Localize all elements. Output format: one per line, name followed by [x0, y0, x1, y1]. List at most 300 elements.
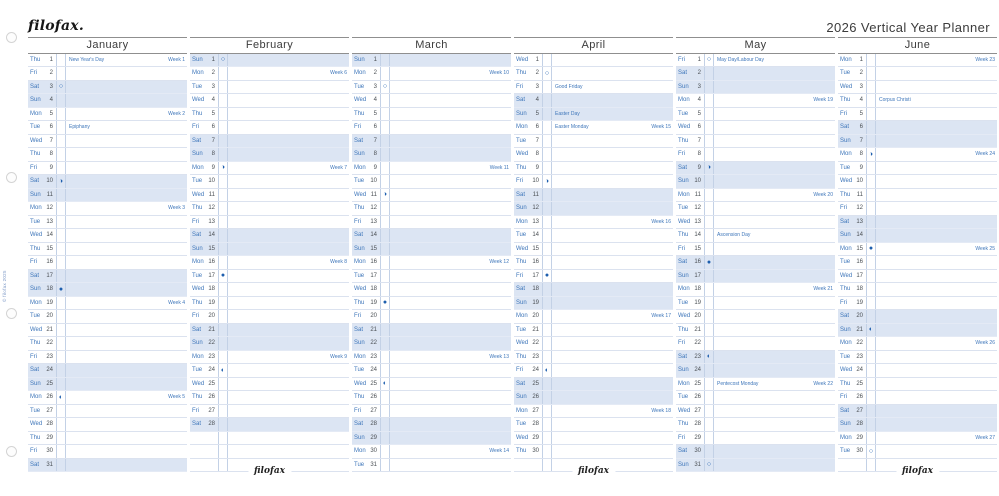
day-number: 29 — [370, 434, 377, 441]
day-name: Tue — [192, 367, 203, 374]
moon-cell — [56, 378, 66, 391]
day-row — [352, 459, 511, 473]
day-row — [676, 459, 835, 473]
moon-cell — [542, 391, 552, 404]
day-number: 23 — [46, 353, 53, 360]
day-row — [676, 391, 835, 405]
day-name: Sun — [192, 340, 203, 347]
day-row — [838, 337, 997, 351]
notes-area — [876, 135, 997, 148]
day-number: 25 — [208, 380, 215, 387]
moon-full-icon: ○ — [704, 459, 714, 472]
notes-area — [390, 243, 511, 256]
day-row — [514, 445, 673, 459]
day-row — [190, 67, 349, 81]
notes-area — [66, 337, 187, 350]
day-name: Mon — [516, 407, 528, 414]
day-row — [838, 432, 997, 446]
day-row — [352, 337, 511, 351]
notes-area — [552, 175, 673, 188]
moon-cell — [56, 270, 66, 283]
day-number: 16 — [856, 259, 863, 266]
day-name: Fri — [192, 407, 199, 414]
notes-area — [714, 445, 835, 458]
day-name: Tue — [516, 232, 527, 239]
notes-area — [228, 243, 349, 256]
day-number: 1 — [49, 56, 53, 63]
moon-cell — [866, 67, 876, 80]
day-name: Thu — [30, 340, 41, 347]
holiday-label: New Year's Day — [69, 56, 105, 63]
day-number: 23 — [532, 353, 539, 360]
day-number: 6 — [535, 124, 539, 131]
day-number: 24 — [694, 367, 701, 374]
day-name: Wed — [192, 97, 205, 104]
day-row — [190, 418, 349, 432]
notes-area — [552, 54, 673, 67]
notes-area — [390, 175, 511, 188]
day-row — [28, 324, 187, 338]
day-name: Sat — [516, 191, 526, 198]
day-number: 11 — [856, 191, 863, 198]
day-name: Fri — [30, 353, 37, 360]
day-row — [352, 297, 511, 311]
day-number: 13 — [370, 218, 377, 225]
day-name: Wed — [192, 191, 205, 198]
moon-cell — [542, 256, 552, 269]
notes-area — [390, 445, 511, 458]
day-row — [838, 310, 997, 324]
day-number: 22 — [370, 340, 377, 347]
day-row — [838, 297, 997, 311]
notes-area — [228, 364, 349, 377]
moon-new-icon: ● — [866, 243, 876, 256]
day-name: Sun — [678, 83, 689, 90]
day-row — [514, 162, 673, 176]
day-number: 14 — [856, 232, 863, 239]
day-row — [838, 135, 997, 149]
day-row — [28, 148, 187, 162]
notes-area — [390, 121, 511, 134]
day-name: Sun — [516, 394, 527, 401]
moon-cell — [542, 324, 552, 337]
day-row — [190, 54, 349, 68]
moon-cell — [704, 378, 714, 391]
day-row — [676, 202, 835, 216]
day-name: Fri — [30, 70, 37, 77]
notes-area — [228, 351, 349, 364]
notes-area — [714, 81, 835, 94]
day-name: Thu — [516, 70, 527, 77]
day-name: Thu — [840, 191, 851, 198]
notes-area — [390, 148, 511, 161]
day-number: 5 — [373, 110, 377, 117]
week-number: Week 12 — [489, 259, 509, 266]
day-name: Mon — [354, 353, 366, 360]
day-name: Tue — [192, 178, 203, 185]
day-number: 31 — [46, 461, 53, 468]
day-name: Sat — [678, 164, 688, 171]
day-name: Tue — [30, 218, 41, 225]
notes-area — [714, 175, 835, 188]
moon-cell — [866, 283, 876, 296]
notes-area — [714, 135, 835, 148]
copyright-side-text: © filofax 2025 — [2, 270, 7, 302]
day-number: 22 — [694, 340, 701, 347]
day-name: Mon — [30, 110, 42, 117]
moon-cell — [866, 121, 876, 134]
binder-hole — [6, 446, 17, 457]
day-row — [838, 148, 997, 162]
day-name: Mon — [678, 380, 690, 387]
day-row — [838, 364, 997, 378]
notes-area — [714, 297, 835, 310]
day-name: Wed — [30, 326, 43, 333]
moon-cell — [704, 67, 714, 80]
day-row — [838, 391, 997, 405]
moon-cell — [866, 189, 876, 202]
holiday-label: Good Friday — [555, 83, 583, 90]
day-name: Sat — [678, 353, 688, 360]
day-row — [514, 297, 673, 311]
moon-cell — [218, 459, 228, 472]
day-number: 9 — [211, 164, 215, 171]
day-number: 15 — [208, 245, 215, 252]
notes-area — [66, 94, 187, 107]
notes-area — [66, 378, 187, 391]
moon-cell — [218, 202, 228, 215]
moon-cell — [380, 405, 390, 418]
moon-cell — [380, 162, 390, 175]
day-name: Mon — [840, 245, 852, 252]
day-number: 2 — [697, 70, 701, 77]
moon-cell — [380, 175, 390, 188]
day-name: Sun — [678, 178, 689, 185]
day-name: Fri — [678, 245, 685, 252]
moon-cell — [542, 405, 552, 418]
notes-area — [552, 202, 673, 215]
day-row — [514, 67, 673, 81]
day-row — [190, 270, 349, 284]
day-row — [352, 351, 511, 365]
day-row — [838, 243, 997, 257]
day-row — [28, 337, 187, 351]
moon-cell — [542, 459, 552, 472]
day-name: Wed — [354, 191, 367, 198]
moon-cell — [704, 189, 714, 202]
day-number: 16 — [370, 259, 377, 266]
day-number: 4 — [859, 97, 863, 104]
day-number: 19 — [532, 299, 539, 306]
moon-cell — [866, 297, 876, 310]
day-name: Sat — [840, 124, 850, 131]
notes-area — [390, 459, 511, 472]
moon-cell — [866, 216, 876, 229]
day-name: Wed — [678, 124, 691, 131]
day-row — [838, 351, 997, 365]
day-number: 5 — [697, 110, 701, 117]
day-number: 26 — [208, 394, 215, 401]
day-number — [854, 459, 863, 472]
day-name: Tue — [516, 326, 527, 333]
notes-area — [714, 337, 835, 350]
notes-area — [714, 162, 835, 175]
moon-first-icon: ◐ — [218, 364, 228, 377]
day-number: 11 — [46, 191, 53, 198]
notes-area — [66, 283, 187, 296]
moon-last-icon: ◑ — [866, 148, 876, 161]
day-number — [530, 459, 539, 472]
moon-cell — [380, 202, 390, 215]
day-name: Thu — [30, 434, 41, 441]
moon-cell — [380, 148, 390, 161]
moon-cell — [704, 175, 714, 188]
day-number: 14 — [694, 232, 701, 239]
notes-area — [228, 175, 349, 188]
notes-area — [552, 229, 673, 242]
day-row — [28, 202, 187, 216]
day-number: 13 — [856, 218, 863, 225]
moon-cell — [704, 324, 714, 337]
day-name: Wed — [516, 151, 529, 158]
moon-cell — [542, 216, 552, 229]
day-name: Sat — [354, 232, 364, 239]
moon-cell — [542, 148, 552, 161]
day-number: 24 — [370, 367, 377, 374]
notes-area — [228, 162, 349, 175]
day-row — [190, 135, 349, 149]
day-number: 8 — [373, 151, 377, 158]
day-row — [28, 297, 187, 311]
day-name: Fri — [354, 313, 361, 320]
notes-area — [714, 148, 835, 161]
day-row — [514, 378, 673, 392]
notes-area — [714, 216, 835, 229]
day-row — [676, 121, 835, 135]
filofax-footer-logo: filofax — [896, 466, 939, 476]
day-number: 26 — [532, 394, 539, 401]
moon-cell — [542, 337, 552, 350]
notes-area — [390, 364, 511, 377]
moon-cell — [56, 405, 66, 418]
day-number: 17 — [46, 272, 53, 279]
day-number: 22 — [208, 340, 215, 347]
notes-area — [552, 337, 673, 350]
day-row — [838, 270, 997, 284]
day-name: Sun — [354, 434, 365, 441]
day-name: Thu — [192, 394, 203, 401]
moon-cell — [218, 324, 228, 337]
day-number: 12 — [532, 205, 539, 212]
notes-area — [228, 432, 349, 445]
moon-cell — [704, 94, 714, 107]
moon-cell — [542, 378, 552, 391]
notes-area — [714, 94, 835, 107]
week-number: Week 2 — [168, 110, 185, 117]
day-number: 8 — [859, 151, 863, 158]
notes-area — [228, 108, 349, 121]
day-name: Sat — [354, 421, 364, 428]
moon-cell — [704, 270, 714, 283]
notes-area — [552, 405, 673, 418]
day-name: Fri — [840, 110, 847, 117]
notes-area — [390, 310, 511, 323]
notes-area — [66, 310, 187, 323]
notes-area — [876, 67, 997, 80]
week-number: Week 15 — [651, 124, 671, 131]
day-number: 21 — [694, 326, 701, 333]
day-number: 29 — [694, 434, 701, 441]
notes-area — [228, 202, 349, 215]
notes-area — [714, 364, 835, 377]
moon-new-icon: ● — [56, 283, 66, 296]
day-name: Wed — [30, 137, 43, 144]
binder-hole — [6, 32, 17, 43]
week-number: Week 18 — [651, 407, 671, 414]
day-row — [676, 337, 835, 351]
moon-cell — [218, 189, 228, 202]
moon-cell — [380, 270, 390, 283]
notes-area — [390, 256, 511, 269]
day-number: 24 — [208, 367, 215, 374]
notes-area — [228, 67, 349, 80]
day-name: Mon — [354, 448, 366, 455]
filofax-footer-logo: filofax — [248, 466, 291, 476]
notes-area — [552, 378, 673, 391]
day-row — [676, 364, 835, 378]
moon-cell — [866, 229, 876, 242]
moon-cell — [380, 54, 390, 67]
day-name: Sun — [192, 245, 203, 252]
notes-area — [876, 256, 997, 269]
day-number: 14 — [46, 232, 53, 239]
day-number: 7 — [373, 137, 377, 144]
day-row — [352, 229, 511, 243]
moon-cell — [542, 108, 552, 121]
day-name: Sat — [678, 70, 688, 77]
day-row — [838, 283, 997, 297]
day-name: Mon — [192, 164, 204, 171]
moon-last-icon: ◑ — [704, 162, 714, 175]
day-number: 28 — [532, 421, 539, 428]
moon-cell — [56, 135, 66, 148]
day-row — [676, 405, 835, 419]
day-name: Fri — [516, 178, 523, 185]
day-name: Sat — [678, 448, 688, 455]
day-number: 1 — [697, 56, 701, 63]
notes-area — [876, 54, 997, 67]
day-number: 7 — [211, 137, 215, 144]
moon-cell — [704, 405, 714, 418]
moon-new-icon: ● — [380, 297, 390, 310]
day-number: 9 — [373, 164, 377, 171]
day-name: Fri — [354, 407, 361, 414]
day-name: Sat — [30, 178, 40, 185]
day-row — [352, 202, 511, 216]
day-row — [676, 67, 835, 81]
day-number: 7 — [535, 137, 539, 144]
moon-cell — [704, 243, 714, 256]
moon-cell — [866, 202, 876, 215]
notes-area — [228, 324, 349, 337]
day-row — [838, 229, 997, 243]
day-number: 10 — [694, 178, 701, 185]
day-row — [676, 418, 835, 432]
day-number: 11 — [208, 191, 215, 198]
day-name: Mon — [516, 218, 528, 225]
moon-cell — [542, 229, 552, 242]
notes-area — [66, 202, 187, 215]
notes-area — [390, 432, 511, 445]
moon-cell — [866, 175, 876, 188]
day-number: 16 — [208, 259, 215, 266]
day-number: 30 — [370, 448, 377, 455]
day-name: Wed — [354, 380, 367, 387]
day-row — [676, 445, 835, 459]
week-number: Week 21 — [813, 286, 833, 293]
day-number: 30 — [856, 448, 863, 455]
moon-cell — [866, 135, 876, 148]
day-name: Sun — [354, 245, 365, 252]
day-number: 9 — [49, 164, 53, 171]
day-name: Thu — [840, 286, 851, 293]
moon-cell — [866, 270, 876, 283]
notes-area — [552, 189, 673, 202]
notes-area — [390, 337, 511, 350]
day-name: Mon — [30, 205, 42, 212]
day-row — [514, 148, 673, 162]
holiday-label: Pentecost Monday — [717, 380, 759, 387]
notes-area — [714, 121, 835, 134]
day-name: Tue — [354, 83, 365, 90]
day-row — [514, 270, 673, 284]
day-number: 18 — [694, 286, 701, 293]
day-row — [352, 121, 511, 135]
day-name: Tue — [192, 83, 203, 90]
moon-cell — [380, 243, 390, 256]
day-number: 19 — [46, 299, 53, 306]
notes-area — [390, 135, 511, 148]
day-name: Thu — [678, 137, 689, 144]
moon-cell — [380, 216, 390, 229]
notes-area — [876, 216, 997, 229]
notes-area — [390, 202, 511, 215]
moon-cell — [704, 108, 714, 121]
day-row — [352, 81, 511, 95]
day-row — [514, 418, 673, 432]
day-row — [190, 243, 349, 257]
moon-cell — [56, 364, 66, 377]
day-name: Sat — [30, 272, 40, 279]
moon-cell — [218, 229, 228, 242]
week-number: Week 23 — [975, 56, 995, 63]
day-row — [190, 94, 349, 108]
moon-cell — [218, 175, 228, 188]
day-row — [676, 378, 835, 392]
moon-cell — [56, 337, 66, 350]
months — [28, 37, 997, 476]
day-name: Thu — [516, 164, 527, 171]
day-name: Sun — [840, 326, 851, 333]
day-row — [28, 121, 187, 135]
day-name: Tue — [840, 70, 851, 77]
notes-area — [66, 351, 187, 364]
day-row — [352, 135, 511, 149]
day-name: Tue — [840, 353, 851, 360]
day-name: Sun — [354, 340, 365, 347]
day-name: Wed — [840, 178, 853, 185]
day-number: 26 — [370, 394, 377, 401]
